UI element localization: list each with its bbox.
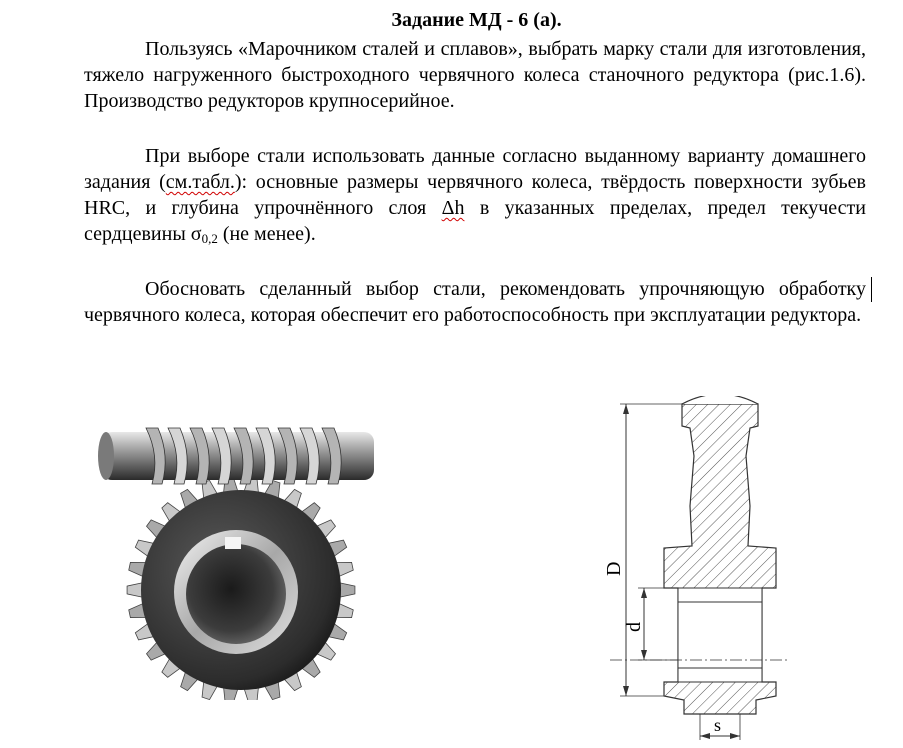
rim-groove xyxy=(682,396,758,404)
gear-tooth xyxy=(339,583,355,598)
label-s: s xyxy=(714,715,722,735)
instructions-part4: (не менее). xyxy=(217,223,316,245)
gear-bore xyxy=(186,544,286,644)
text-cursor xyxy=(871,277,872,302)
instructions-part3: в указанных пределах, предел текучести сердцевины σ xyxy=(84,197,866,245)
delta-h-symbol: Δh xyxy=(441,197,465,219)
table-reference: см.табл. xyxy=(165,171,235,193)
page-title: Задание МД - 6 (а). xyxy=(391,9,562,31)
gear-tooth xyxy=(127,583,143,598)
paragraph-task-text: Пользуясь «Марочником сталей и сплавов», выбрать марку стали для изготовления, тяжело нагруженного быстроходного червячного колеса станочного редуктора (рис.1.6). Производство редукторов крупносерийное. xyxy=(84,38,866,112)
worm-gear-photo xyxy=(96,410,386,700)
paragraph-justification-text: Обосновать сделанный выбор стали, рекомендовать упрочняющую обработку червячного колеса, которая обеспечит его работоспособность при эксплуатации редуктора. xyxy=(84,278,866,326)
instructions-part2: ): основные размеры червячного колеса, твёрдость поверхности зубьев HRC, и глубина упрочнённого слоя xyxy=(84,171,866,219)
paragraph-instructions xyxy=(84,143,866,252)
keyway xyxy=(225,537,241,549)
instructions-part1: При выборе стали использовать данные согласно выданному варианту домашнего задания ( xyxy=(84,145,866,193)
paragraph-task xyxy=(84,36,866,114)
sigma-subscript: 0,2 xyxy=(201,231,218,246)
worm-wheel-drawing xyxy=(580,396,810,746)
paragraph-justification xyxy=(84,276,866,328)
shaft-end xyxy=(98,432,114,480)
label-D: D xyxy=(603,561,625,576)
label-d: d xyxy=(623,622,645,632)
